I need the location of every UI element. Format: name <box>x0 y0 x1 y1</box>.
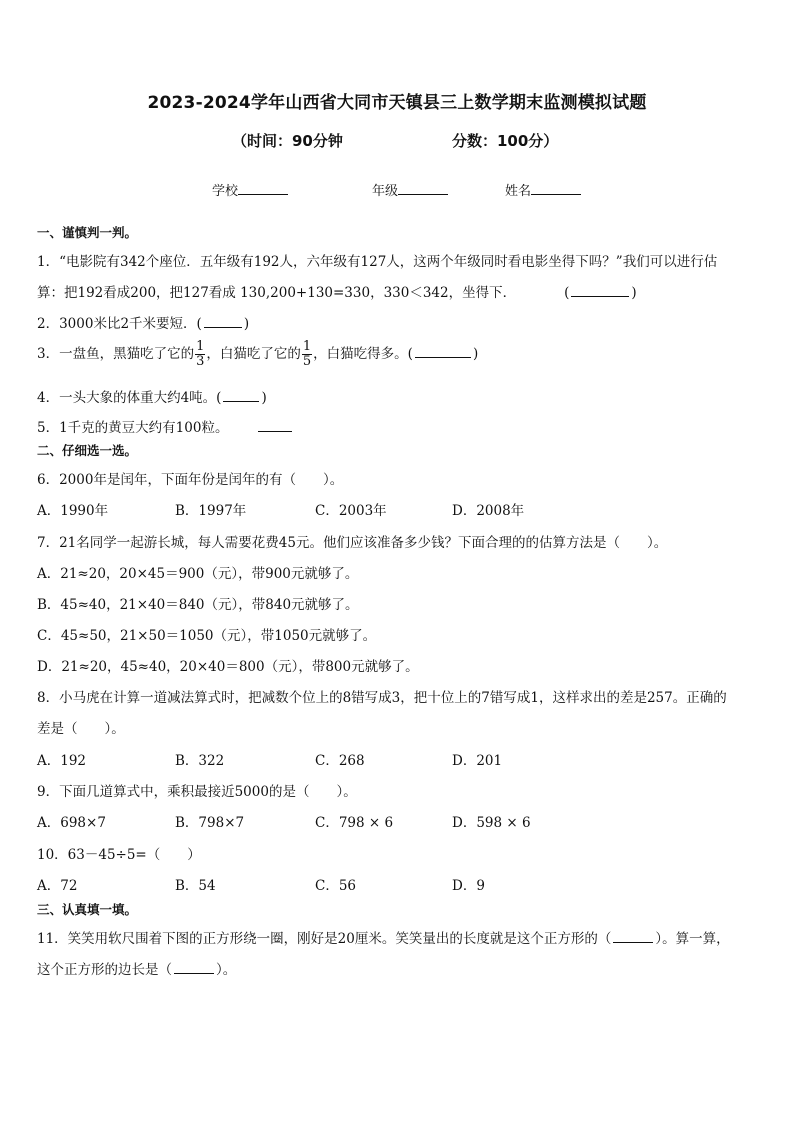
q2-text: 2．3000米比2千米要短．( <box>37 316 202 332</box>
q8-option-b[interactable]: B．322 <box>175 753 225 769</box>
q4-text: 4．一头大象的体重大约4吨。( <box>37 390 222 406</box>
section-3-heading: 三、认真填一填。 <box>37 902 138 917</box>
name-blank[interactable] <box>531 182 581 195</box>
q7-option-c[interactable]: C．45≈50，21×50＝1050（元），带1050元就够了。 <box>37 628 377 644</box>
q3-fraction-2 <box>302 340 312 369</box>
q9-option-a[interactable]: A．698×7 <box>37 815 106 831</box>
page-title: 2023-2024学年山西省大同市天镇县三上数学期末监测模拟试题 <box>147 93 647 113</box>
q7-option-a[interactable]: A．21≈20，20×45＝900（元），带900元就够了。 <box>37 566 359 582</box>
name-field <box>505 180 581 199</box>
q4-bracket-close: ) <box>261 390 267 406</box>
q11-answer-blank-1[interactable] <box>613 930 653 943</box>
q11-answer-blank-2[interactable] <box>174 961 214 974</box>
q3-fraction-1 <box>195 340 205 369</box>
q4-answer-blank[interactable] <box>223 389 259 402</box>
q11-line2-text-a: 这个正方形的边长是（ <box>37 962 172 978</box>
q6-text: 6．2000年是闰年，下面年份是闰年的有（ ）。 <box>37 472 344 488</box>
q6-option-b[interactable]: B．1997年 <box>175 503 247 519</box>
grade-field <box>372 180 448 199</box>
section-1-heading: 一、谨慎判一判。 <box>37 225 138 240</box>
q3-fraction-1-den: 3 <box>196 354 205 369</box>
q10-option-d[interactable]: D．9 <box>452 878 485 894</box>
q1-bracket-close: ) <box>631 285 637 301</box>
school-field <box>212 180 288 199</box>
total-score: 分数：100分） <box>452 132 559 150</box>
q1-line2-text: 算：把192看成200，把127看成 130,200+130=330，330＜342，坐得下． <box>37 285 517 301</box>
q9-option-b[interactable]: B．798×7 <box>175 815 245 831</box>
q11-line2-text-b: ）。 <box>216 962 237 978</box>
q7-option-d[interactable]: D．21≈20，45≈40，20×40＝800（元），带800元就够了。 <box>37 659 419 675</box>
q8-option-c[interactable]: C．268 <box>315 753 365 769</box>
q10-option-c[interactable]: C．56 <box>315 878 357 894</box>
q11-line1 <box>37 927 730 947</box>
q9-option-d[interactable]: D．598 × 6 <box>452 815 531 831</box>
q8-line1: 8．小马虎在计算一道减法算式时，把减数个位上的8错写成3，把十位上的7错写成1，这样求出的差是257。正确的 <box>37 690 727 706</box>
name-label: 姓名 <box>505 184 532 199</box>
q1-line1: 1．“电影院有342个座位．五年级有192人，六年级有127人，这两个年级同时看电影坐得下吗？”我们可以进行估 <box>37 254 718 270</box>
school-label: 学校 <box>212 184 239 199</box>
q10-option-b[interactable]: B．54 <box>175 878 216 894</box>
q3-fraction-2-num: 1 <box>302 339 312 354</box>
q3-fraction-1-num: 1 <box>196 339 205 354</box>
q11-line2 <box>37 958 236 978</box>
q1-bracket-open: ( <box>564 285 570 301</box>
section-2-heading: 二、仔细选一选。 <box>37 443 138 458</box>
q5-answer-blank[interactable] <box>258 419 292 432</box>
grade-blank[interactable] <box>398 182 448 195</box>
q9-text: 9．下面几道算式中，乘积最接近5000的是（ ）。 <box>37 784 357 800</box>
q6-option-c[interactable]: C．2003年 <box>315 503 387 519</box>
time-limit: （时间：90分钟 <box>232 132 343 150</box>
q2-bracket-close: ) <box>243 316 250 332</box>
q7-option-b[interactable]: B．45≈40，21×40＝840（元），带840元就够了。 <box>37 597 359 613</box>
q11-line1-text-a: 11．笑笑用软尺围着下图的正方形绕一圈，刚好是20厘米。笑笑量出的长度就是这个正方形的（ <box>37 931 612 947</box>
q8-option-d[interactable]: D．201 <box>452 753 503 769</box>
q5 <box>37 416 294 436</box>
q4 <box>37 386 267 406</box>
q3-answer-blank[interactable] <box>415 345 471 358</box>
q7-text: 7．21名同学一起游长城，每人需要花费45元。他们应该准备多少钱？下面合理的的估算方法是（ ）。 <box>37 535 668 551</box>
grade-label: 年级 <box>372 184 399 199</box>
q3-text-a: 3．一盘鱼，黑猫吃了它的 <box>37 346 195 362</box>
q10-option-a[interactable]: A．72 <box>37 878 78 894</box>
q3-fraction-2-den: 5 <box>302 354 312 369</box>
q1-line2 <box>37 281 637 301</box>
q9-option-c[interactable]: C．798 × 6 <box>315 815 394 831</box>
q6-option-d[interactable]: D．2008年 <box>452 503 525 519</box>
q11-line1-text-b: ）。算一算， <box>655 931 730 947</box>
q2-answer-blank[interactable] <box>204 315 242 328</box>
q10-text: 10．63－45÷5=（ ） <box>37 847 201 863</box>
q6-option-a[interactable]: A．1990年 <box>37 503 109 519</box>
q2 <box>37 312 249 332</box>
school-blank[interactable] <box>238 182 288 195</box>
q3-text-b: ，白猫吃了它的 <box>206 346 301 362</box>
q1-answer-blank[interactable] <box>571 284 629 297</box>
q3-text-c: ，白猫吃得多。( <box>313 346 413 362</box>
q5-text: 5．1千克的黄豆大约有100粒。 <box>37 420 229 436</box>
q8-option-a[interactable]: A．192 <box>37 753 87 769</box>
q3-bracket-close: ) <box>472 346 479 362</box>
q3 <box>37 340 478 369</box>
q8-line2: 差是（ ）。 <box>37 721 125 737</box>
